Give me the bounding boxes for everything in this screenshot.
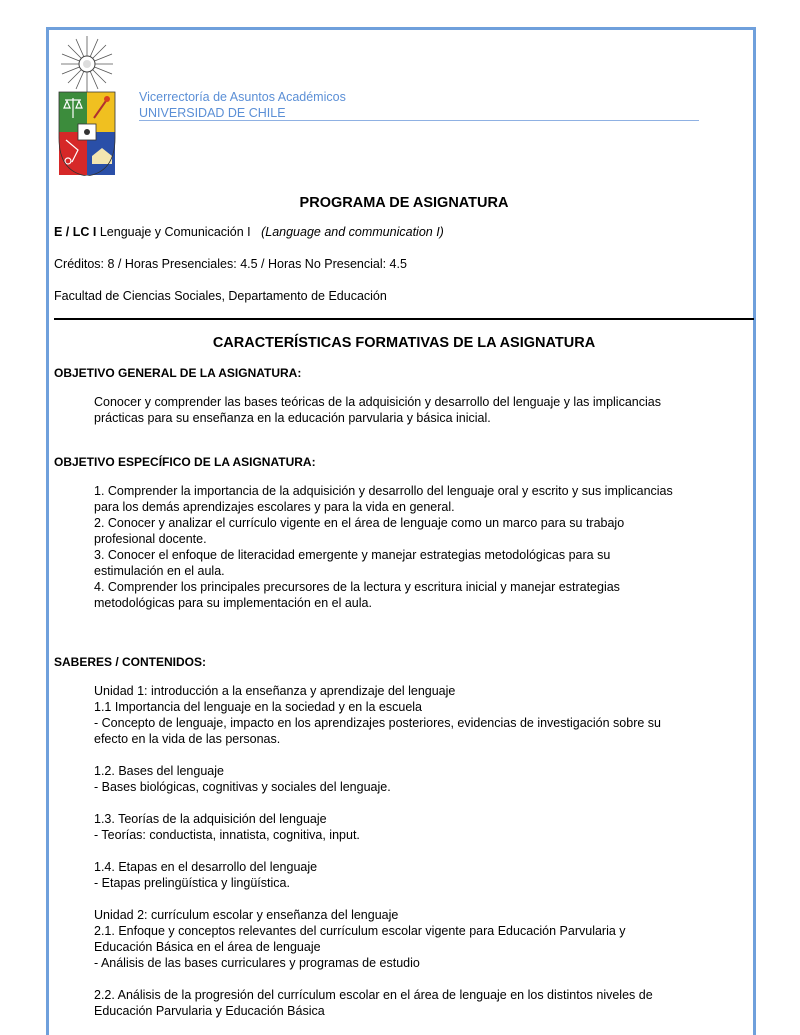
text-line: 4. Comprender los principales precursores de la lectura y escritura inicial y manejar estrategias bbox=[94, 580, 620, 594]
course-code-line bbox=[54, 225, 444, 239]
text-line: - Análisis de las bases curriculares y programas de estudio bbox=[94, 956, 420, 970]
text-line: para los demás aprendizajes escolares y para la vida en general. bbox=[94, 500, 455, 514]
contents-heading: SABERES / CONTENIDOS: bbox=[54, 655, 207, 669]
program-title: PROGRAMA DE ASIGNATURA bbox=[299, 195, 509, 211]
text-line: 2. Conocer y analizar el currículo vigente en el área de lenguaje como un marco para su trabajo bbox=[94, 516, 625, 530]
text-line: 3. Conocer el enfoque de literacidad emergente y manejar estrategias metodológicas para su bbox=[94, 548, 611, 562]
institution-university: UNIVERSIDAD DE CHILE bbox=[139, 106, 286, 120]
text-line: metodológicas para su implementación en el aula. bbox=[94, 596, 372, 610]
text-line: 1.3. Teorías de la adquisición del lenguaje bbox=[94, 812, 327, 826]
general-objective-text bbox=[94, 394, 734, 426]
text-line: Educación Básica en el área de lenguaje bbox=[94, 940, 321, 954]
general-objective-heading: OBJETIVO GENERAL DE LA ASIGNATURA: bbox=[54, 366, 302, 380]
credits-line: Créditos: 8 / Horas Presenciales: 4.5 / Horas No Presencial: 4.5 bbox=[54, 257, 407, 271]
text-line bbox=[94, 971, 734, 987]
text-line: 1. Comprender la importancia de la adquisición y desarrollo del lenguaje oral y escrito y sus implicancias bbox=[94, 484, 673, 498]
text-line: efecto en la vida de las personas. bbox=[94, 732, 281, 746]
text-line: Unidad 2: currículum escolar y enseñanza del lenguaje bbox=[94, 908, 399, 922]
text-line: 1.2. Bases del lenguaje bbox=[94, 764, 224, 778]
text-line: 2.1. Enfoque y conceptos relevantes del currículum escolar vigente para Educación Parvularia y bbox=[94, 924, 626, 938]
text-line bbox=[94, 891, 734, 907]
specific-objective-text bbox=[94, 483, 734, 611]
specific-objective-heading: OBJETIVO ESPECÍFICO DE LA ASIGNATURA: bbox=[54, 455, 316, 469]
course-name: Lenguaje y Comunicación I bbox=[99, 225, 251, 239]
course-name-en: (Language and communication I) bbox=[261, 225, 444, 239]
text-line: Unidad 1: introducción a la enseñanza y aprendizaje del lenguaje bbox=[94, 684, 456, 698]
text-line bbox=[94, 747, 734, 763]
text-line: - Teorías: conductista, innatista, cognitiva, input. bbox=[94, 828, 360, 842]
text-line: 1.4. Etapas en el desarrollo del lenguaje bbox=[94, 860, 318, 874]
text-line: Conocer y comprender las bases teóricas de la adquisición y desarrollo del lenguaje y las implicancias bbox=[94, 395, 661, 409]
text-line: Educación Parvularia y Educación Básica bbox=[94, 1004, 325, 1018]
text-line: - Concepto de lenguaje, impacto en los aprendizajes posteriores, evidencias de investigación sobre su bbox=[94, 716, 662, 730]
header-divider bbox=[139, 120, 699, 121]
text-line bbox=[94, 843, 734, 859]
faculty-line: Facultad de Ciencias Sociales, Departamento de Educación bbox=[54, 289, 387, 303]
text-line: - Bases biológicas, cognitivas y sociales del lenguaje. bbox=[94, 780, 391, 794]
text-line: estimulación en el aula. bbox=[94, 564, 225, 578]
course-code: E / LC I bbox=[54, 225, 97, 239]
contents-text bbox=[94, 683, 734, 1019]
university-crest-icon bbox=[58, 36, 116, 176]
text-line: profesional docente. bbox=[94, 532, 207, 546]
text-line: prácticas para su enseñanza en la educación parvularia y básica inicial. bbox=[94, 411, 491, 425]
text-line: 1.1 Importancia del lenguaje en la sociedad y en la escuela bbox=[94, 700, 422, 714]
text-line: 2.2. Análisis de la progresión del currículum escolar en el área de lenguaje en los distintos niveles de bbox=[94, 988, 653, 1002]
characteristics-title: CARACTERÍSTICAS FORMATIVAS DE LA ASIGNATURA bbox=[212, 335, 596, 351]
text-line: - Etapas prelingüística y lingüística. bbox=[94, 876, 290, 890]
text-line bbox=[94, 795, 734, 811]
institution-vicerrectoria: Vicerrectoría de Asuntos Académicos bbox=[139, 90, 346, 104]
section-divider bbox=[54, 318, 754, 320]
